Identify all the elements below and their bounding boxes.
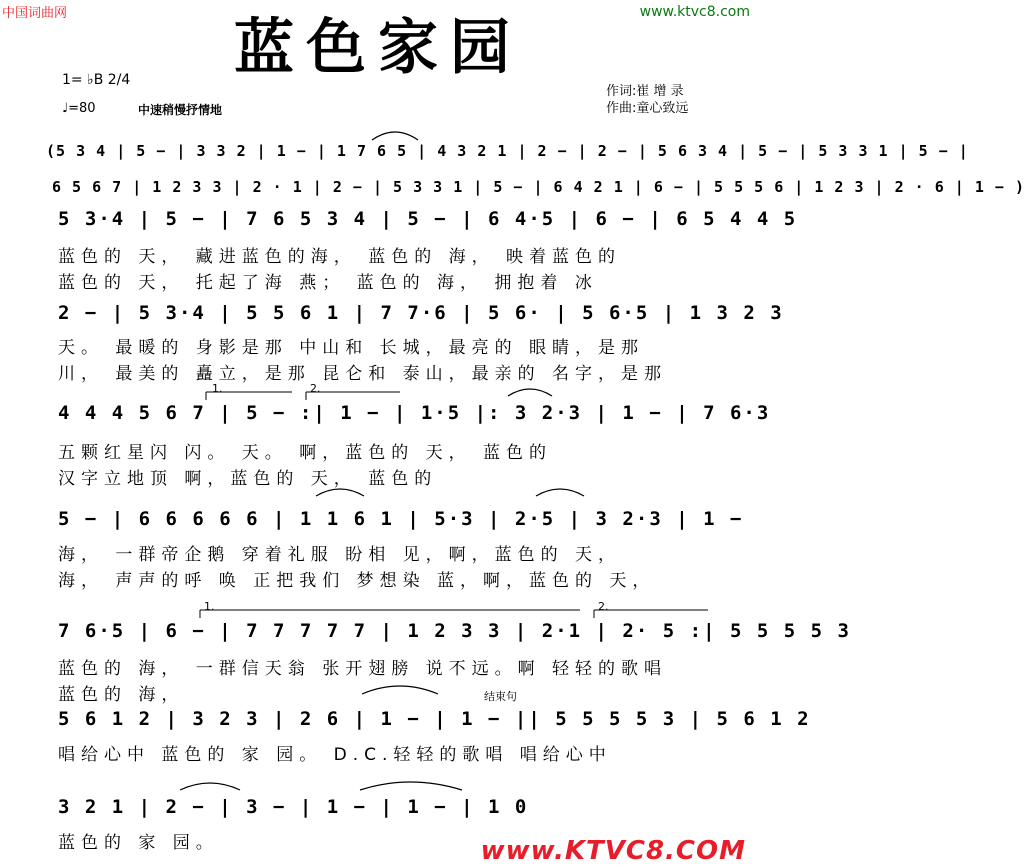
lyric-line-7a: 蓝色的 家 园。 bbox=[58, 833, 219, 853]
melody-line-4: 5 − | 6 6 6 6 6 | 1 1 6 1 | 5·3 | 2·5 | 3 2·3 | 1 − bbox=[58, 508, 744, 530]
melody-line-1: 5 3·4 | 5 − | 7 6 5 3 4 | 5 − | 6 4·5 | 6 − | 6 5 4 4 5 bbox=[58, 208, 798, 230]
lyric-line-5b: 蓝色的 海， bbox=[58, 685, 185, 705]
lyric-line-1a: 蓝色的 天， 藏进蓝色的海， 蓝色的 海， 映着蓝色的 bbox=[58, 247, 622, 267]
song-title: 蓝色家园 bbox=[234, 13, 522, 83]
lyric-line-1b: 蓝色的 天， 托起了海 燕； 蓝色的 海， 拥抱着 冰 bbox=[58, 273, 598, 293]
lyric-line-4a: 海， 一群帝企鹅 穿着礼服 盼相 见，啊，蓝色的 天， bbox=[58, 545, 622, 565]
lyric-line-5a: 蓝色的 海， 一群信天翁 张开翅膀 说不远。啊 轻轻的歌唱 bbox=[58, 659, 668, 679]
site-logo-bottom: www.KTVC8.COM bbox=[480, 836, 746, 866]
first-ending-mark: 1. bbox=[212, 382, 223, 395]
lyric-line-2b: 川， 最美的 矗立，是那 昆仑和 泰山，最亲的 名字，是那 bbox=[58, 364, 668, 384]
second-ending-mark-2: 2. bbox=[598, 600, 609, 613]
coda-label: 结束句 bbox=[484, 690, 517, 703]
key-signature: 1= ♭B 2/4 bbox=[62, 72, 131, 88]
lyric-line-6a: 唱给心中 蓝色的 家 园。 D.C.轻轻的歌唱 唱给心中 bbox=[58, 745, 612, 765]
melody-line-5: 7 6·5 | 6 − | 7 7 7 7 7 | 1 2 3 3 | 2·1 | 2· 5 :| 5 5 5 5 3 bbox=[58, 620, 851, 642]
lyric-line-3a: 五颗红星闪 闪。 天。 啊，蓝色的 天， 蓝色的 bbox=[58, 443, 553, 463]
lyricist-credit: 作词:崔 增 录 bbox=[606, 84, 684, 99]
lyric-line-4b: 海， 声声的呼 唤 正把我们 梦想染 蓝，啊，蓝色的 天， bbox=[58, 571, 656, 591]
melody-line-2: 2 − | 5 3·4 | 5 5 6 1 | 7 7·6 | 5 6· | 5 6·5 | 1 3 2 3 bbox=[58, 302, 784, 324]
tempo-marking: ♩=80 bbox=[62, 101, 96, 116]
lyric-line-2a: 天。 最暖的 身影是那 中山和 长城，最亮的 眼睛，是那 bbox=[58, 338, 645, 358]
melody-line-6: 5 6 1 2 | 3 2 3 | 2 6 | 1 − | 1 − || 5 5 5 5 3 | 5 6 1 2 bbox=[58, 708, 811, 730]
second-ending-mark: 2. bbox=[310, 382, 321, 395]
melody-line-7: 3 2 1 | 2 − | 3 − | 1 − | 1 − | 1 0 bbox=[58, 796, 529, 818]
lyric-line-3b: 汉字立地顶 啊，蓝色的 天， 蓝色的 bbox=[58, 469, 438, 489]
site-watermark-right: www.ktvc8.com bbox=[639, 4, 750, 20]
expression-marking: 中速稍慢抒情地 bbox=[138, 103, 223, 117]
melody-line-3: 4 4 4 5 6 7 | 5 − :| 1 − | 1·5 |: 3 2·3 | 1 − | 7 6·3 bbox=[58, 402, 771, 424]
first-ending-mark-2: 1. bbox=[204, 600, 215, 613]
composer-credit: 作曲:童心致远 bbox=[606, 101, 689, 116]
intro-line-2: 6 5 6 7 | 1 2 3 3 | 2 · 1 | 2 − | 5 3 3 1 | 5 − | 6 4 2 1 | 6 − | 5 5 5 6 | 1 2 3 | 2 · 6 | 1 − ) bbox=[52, 178, 1025, 196]
site-watermark-left: 中国词曲网 bbox=[2, 6, 68, 21]
intro-line-1: (5 3 4 | 5 − | 3 3 2 | 1 − | 1 7 6 5 | 4 3 2 1 | 2 − | 2 − | 5 6 3 4 | 5 − | 5 3 3 1 | 5 − | bbox=[46, 142, 969, 160]
